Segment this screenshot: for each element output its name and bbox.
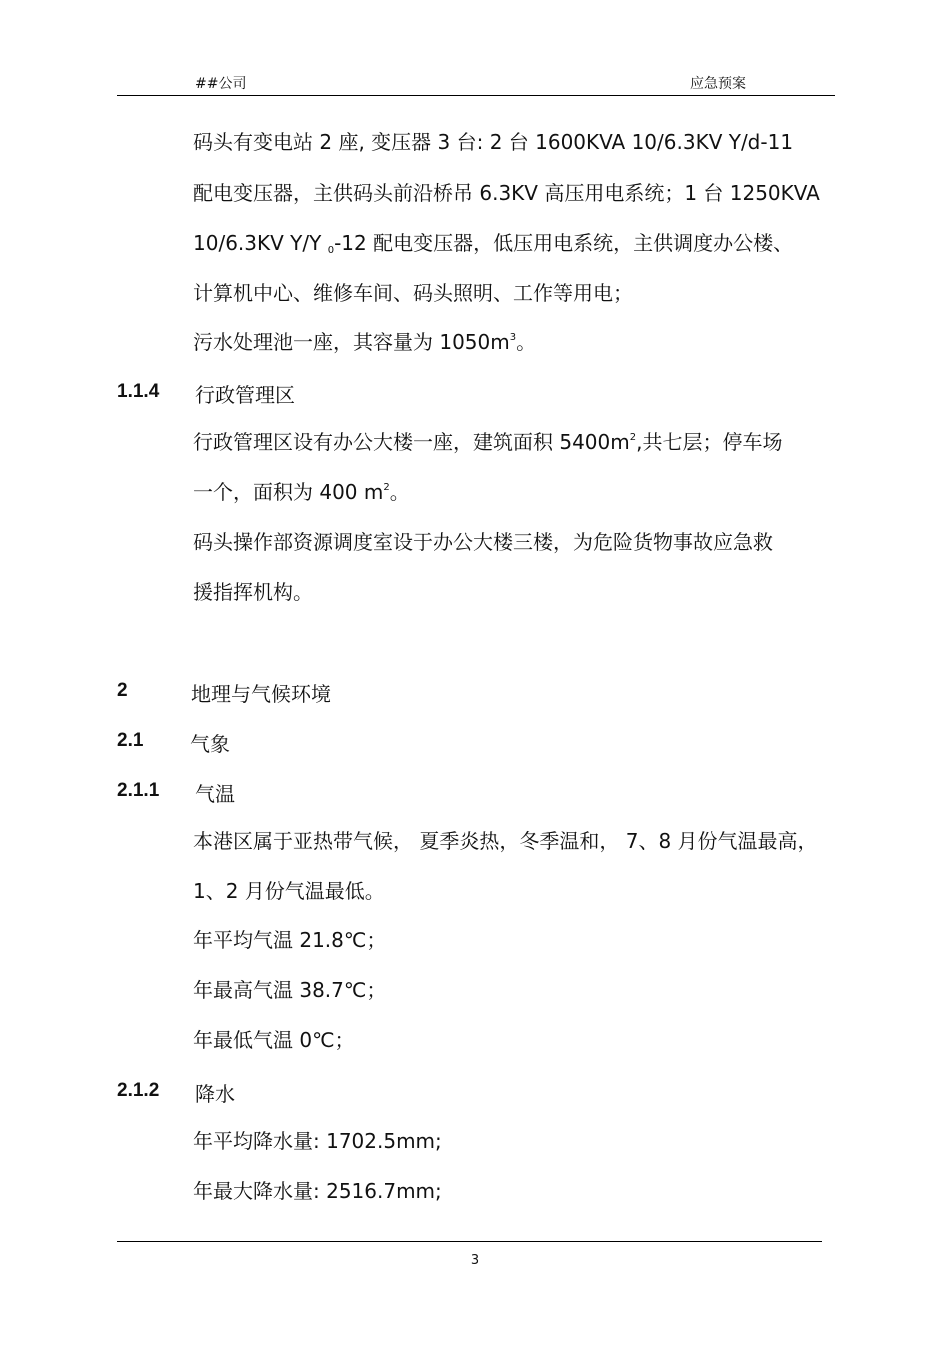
- para-line: 援指挥机构。: [193, 580, 313, 604]
- temp-avg: 年平均气温 21.8℃；: [193, 928, 387, 952]
- para-line: 10/6.3KV Y/Y $_0$-12 配电变压器，低压用电系统，主供调度办公楼、: [193, 231, 794, 256]
- section-number: 2.1.1: [117, 780, 160, 801]
- para-line: 行政管理区设有办公大楼一座，建筑面积 $5400m^2$,共七层；停车场: [193, 430, 783, 454]
- section-number: 2: [117, 680, 128, 701]
- section-title: 气温: [195, 782, 235, 806]
- para-line: 污水处理池一座，其容量为 $1050m^3$。: [193, 330, 537, 354]
- para-line: 配电变压器，主供码头前沿桥吊 6.3KV 高压用电系统；1 台 1250KVA: [193, 181, 820, 205]
- section-number: 2.1: [117, 730, 144, 751]
- section-title: 气象: [190, 732, 230, 756]
- header-rule: [117, 95, 835, 96]
- section-number: 2.1.2: [117, 1080, 160, 1101]
- para-line: 码头操作部资源调度室设于办公大楼三楼，为危险货物事故应急救: [193, 530, 773, 554]
- para-line: 码头有变电站 2 座, 变压器 3 台: 2 台 1600KVA 10/6.3KV Y/d-11: [193, 130, 794, 154]
- page-number: 3: [470, 1253, 480, 1268]
- header-doc-title: 应急预案: [690, 76, 746, 92]
- para-line: 一个，面积为 400 $m^2$。: [193, 480, 410, 504]
- para-line: 1、2 月份气温最低。: [193, 879, 385, 903]
- rain-max: 年最大降水量: 2516.7mm;: [193, 1179, 442, 1203]
- section-title: 行政管理区: [195, 383, 295, 407]
- section-title: 地理与气候环境: [191, 682, 331, 706]
- footer-rule: [117, 1241, 822, 1242]
- header-company: ##公司: [195, 76, 247, 92]
- temp-max: 年最高气温 38.7℃；: [193, 978, 387, 1002]
- section-title: 降水: [195, 1082, 235, 1106]
- temp-min: 年最低气温 0℃；: [193, 1028, 355, 1052]
- para-line: 本港区属于亚热带气候， 夏季炎热，冬季温和， 7、8 月份气温最高，: [193, 829, 818, 853]
- section-number: 1.1.4: [117, 381, 160, 402]
- para-line: 计算机中心、维修车间、码头照明、工作等用电；: [193, 281, 633, 305]
- rain-avg: 年平均降水量: 1702.5mm;: [193, 1129, 442, 1153]
